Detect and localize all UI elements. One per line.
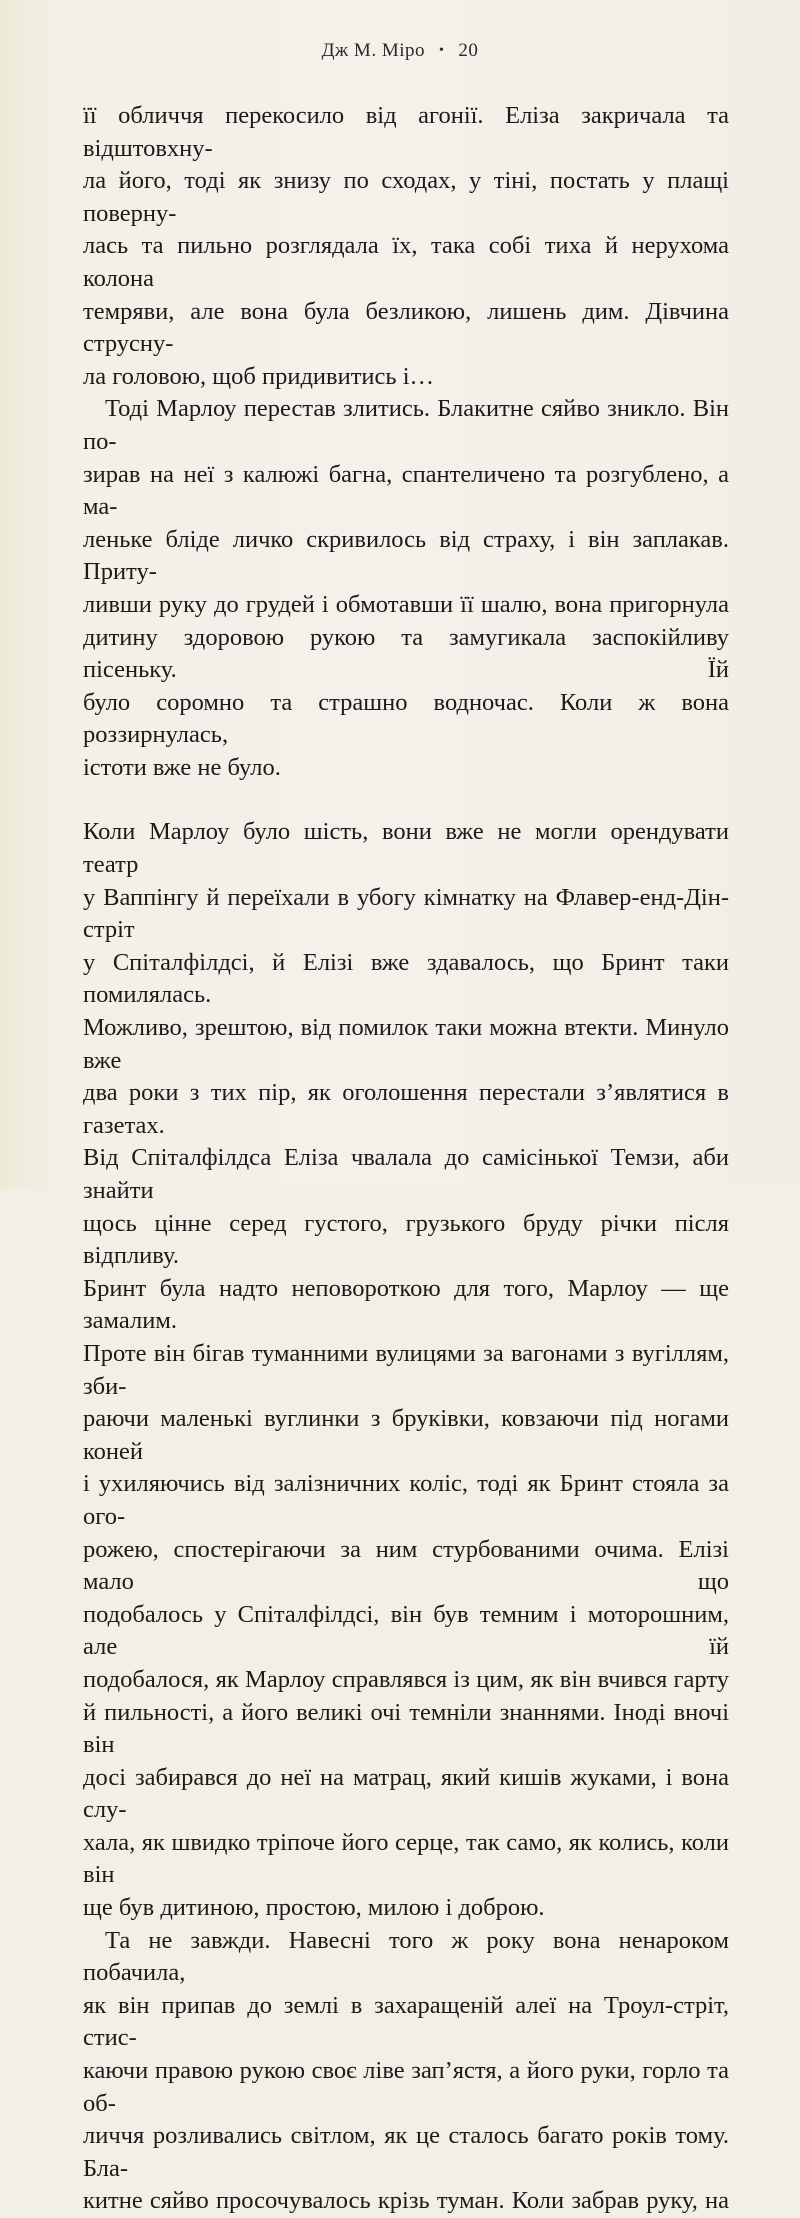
text-line: подобалося, як Марлоу справлявся із цим, як він вчився гарту: [83, 1665, 729, 1693]
text-line: ла його, тоді як знизу по сходах, у тіні, постать у плащі поверну-: [83, 167, 729, 227]
text-line: темряви, але вона була безликою, лишень дим. Дівчина струсну-: [83, 297, 729, 358]
running-header: [0, 40, 800, 62]
text-line: зирав на неї з калюжі багна, спантеличено та розгублено, а ма-: [83, 460, 729, 521]
text-line: у Ваппінгу й переїхали в убогу кімнатку на Флавер-енд-Дін-стріт: [83, 883, 729, 944]
text-line: Можливо, зрештою, від помилок таки можна втекти. Минуло вже: [83, 1014, 729, 1074]
text-line: подобалось у Спіталфілдсі, він був темним і моторошним, але їй: [83, 1600, 729, 1661]
text-line: китне сяйво просочувалось крізь туман. Коли забрав руку, на: [83, 2187, 729, 2215]
text-line: ще був дитиною, простою, милою і доброю.: [83, 1894, 545, 1922]
text-line: у Спіталфілдсі, й Елізі вже здавалось, що Бринт таки помилялась.: [83, 948, 729, 1009]
text-line: дитину здоровою рукою та замугикала заспокійливу пісеньку. Їй: [83, 623, 729, 684]
text-line: каючи правою рукою своє ліве зап’ястя, а його руки, горло та об-: [83, 2057, 729, 2117]
text-line: Тоді Марлоу перестав злитись. Блакитне сяйво зникло. Він по-: [83, 395, 729, 455]
text-line: істоти вже не було.: [83, 753, 281, 781]
text-line: Бринт була надто неповороткою для того, Марлоу — ще замалим.: [83, 1274, 729, 1335]
text-line: ливши руку до грудей і обмотавши її шалю, вона пригорнула: [83, 590, 729, 618]
header-author: Дж М. Міро: [321, 40, 425, 61]
text-line: лась та пильно розглядала їх, така собі тиха й нерухома колона: [83, 232, 729, 292]
text-line: і ухиляючись від залізничних коліс, тоді як Бринт стояла за ого-: [83, 1470, 729, 1530]
text-line: було соромно та страшно водночас. Коли ж вона роззирнулась,: [83, 688, 729, 749]
header-page-number: 20: [458, 40, 479, 61]
body-text: [83, 100, 729, 2218]
text-line: Коли Марлоу було шість, вони вже не могли орендувати театр: [83, 818, 729, 879]
text-line: Та не завжди. Навесні того ж року вона ненароком побачила,: [83, 1926, 729, 1987]
paragraph: [83, 1925, 729, 2218]
text-line: й пильності, а його великі очі темніли знаннями. Іноді вночі він: [83, 1698, 729, 1759]
text-line: Проте він бігав туманними вулицями за вагонами з вугіллям, зби-: [83, 1339, 729, 1400]
paragraph: [83, 100, 729, 393]
text-line: рожею, спостерігаючи за ним стурбованими очима. Елізі мало що: [83, 1535, 729, 1596]
text-line: досі забирався до неї на матрац, який кишів жуками, і вона слу-: [83, 1763, 729, 1824]
text-line: два роки з тих пір, як оголошення перестали з’являтися в газетах.: [83, 1079, 729, 1139]
section-break: [83, 784, 729, 816]
paragraph: [83, 393, 729, 784]
paragraph: [83, 816, 729, 1924]
header-separator: •: [439, 43, 445, 58]
text-line: раючи маленькі вуглинки з бруківки, ковзаючи під ногами коней: [83, 1405, 729, 1465]
text-line: ла головою, щоб придивитись і…: [83, 362, 435, 390]
text-line: щось цінне серед густого, грузького бруду річки після відпливу.: [83, 1209, 729, 1270]
text-line: як він припав до землі в захаращеній алеї на Троул-стріт, стис-: [83, 1991, 729, 2052]
text-line: личчя розливались світлом, як це сталось багато років тому. Бла-: [83, 2122, 729, 2182]
text-line: леньке бліде личко скривилось від страху, і він заплакав. Приту-: [83, 525, 729, 586]
text-line: Від Спіталфілдса Еліза чвалала до самісінької Темзи, аби знайти: [83, 1144, 729, 1204]
text-line: хала, як швидко тріпоче його серце, так само, як колись, коли він: [83, 1828, 729, 1889]
text-line: її обличчя перекосило від агонії. Еліза закричала та відштовхну-: [83, 102, 729, 162]
